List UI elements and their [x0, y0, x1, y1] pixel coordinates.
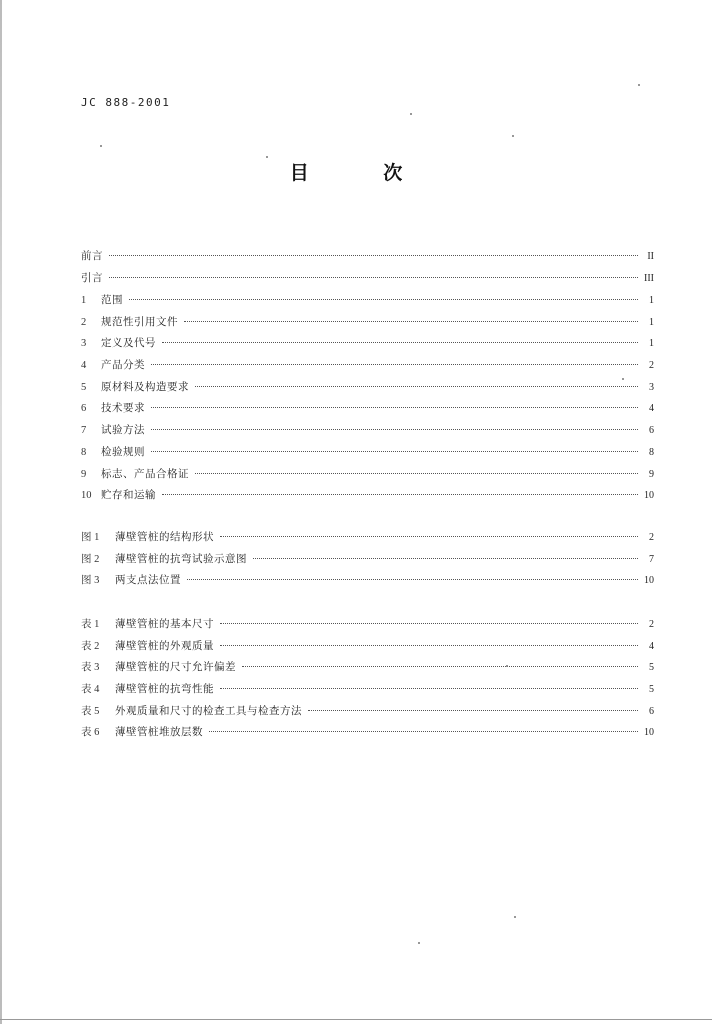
toc-entry[interactable]: [81, 527, 654, 549]
toc-entry-number: 5: [81, 381, 87, 393]
toc-entry-page: 1: [649, 295, 654, 306]
scan-speck: [418, 942, 420, 944]
toc-entry[interactable]: [81, 549, 654, 571]
leader-dots: [129, 299, 638, 300]
toc-entry[interactable]: [81, 722, 654, 744]
toc-entry-number: 4: [81, 360, 87, 372]
scan-speck: [512, 135, 514, 137]
page-title: 目 次: [289, 162, 437, 184]
toc-entry-page: 6: [649, 705, 654, 717]
leader-dots: [184, 321, 638, 322]
leader-dots: [109, 277, 638, 278]
toc-entry-label: 范围: [101, 294, 123, 306]
toc-entry[interactable]: [81, 333, 654, 355]
leader-dots: [209, 731, 638, 732]
toc-chapters: [81, 290, 654, 507]
leader-dots: [151, 429, 638, 430]
toc-entry-page: 1: [649, 338, 654, 350]
scan-edge: [0, 0, 2, 1024]
scan-speck: [266, 156, 268, 158]
toc-entry[interactable]: [81, 701, 654, 723]
toc-entry-label: 薄壁管桩的尺寸允许偏差: [115, 661, 236, 674]
toc-entry[interactable]: [81, 679, 654, 701]
toc-entry-label: 薄壁管桩的抗弯试验示意图: [115, 552, 247, 565]
toc-entry-page: 1: [649, 316, 654, 328]
scan-speck: [638, 84, 640, 86]
toc-entry-number: 表 1: [81, 619, 100, 630]
toc-entry-label: 贮存和运输: [101, 489, 156, 502]
toc-figures: [81, 527, 654, 592]
toc-entry-label: 薄壁管桩的抗弯性能: [115, 683, 214, 696]
toc-entry-page: 5: [649, 662, 654, 674]
toc-entry-label: 薄壁管桩的基本尺寸: [115, 618, 214, 630]
leader-dots: [195, 386, 638, 387]
toc-entry-number: 图 3: [81, 575, 100, 587]
standard-code: JC 888-2001: [81, 96, 171, 109]
toc-entry-page: 7: [649, 553, 654, 565]
toc-entry[interactable]: [81, 398, 654, 420]
scan-speck: [514, 916, 516, 918]
toc-entry-page: II: [647, 251, 654, 262]
toc-entry-label: 试验方法: [101, 424, 145, 437]
toc-entry-page: III: [644, 272, 654, 284]
toc-entry-label: 技术要求: [101, 402, 145, 415]
toc-entry-number: 2: [81, 316, 87, 328]
leader-dots: [220, 623, 638, 624]
scan-bottom-edge: [0, 1019, 712, 1020]
toc-entry-label: 标志、产品合格证: [101, 467, 189, 480]
toc-entry-page: 6: [649, 425, 654, 437]
leader-dots: [220, 645, 638, 646]
toc-entry-page: 5: [649, 684, 654, 696]
leader-dots: [220, 536, 638, 537]
toc-entry-number: 表 3: [81, 662, 100, 674]
leader-dots: [151, 407, 638, 408]
scan-speck: [506, 665, 508, 667]
toc-entry-number: 8: [81, 446, 87, 458]
toc-entry[interactable]: [81, 485, 654, 507]
toc-entry-number: 表 4: [81, 684, 100, 696]
toc-entry-page: 10: [644, 727, 654, 739]
leader-dots: [220, 688, 638, 689]
toc-entry-number: 表 6: [81, 727, 100, 739]
toc-entry-number: 6: [81, 403, 87, 415]
toc-entry-label: 产品分类: [101, 359, 145, 372]
toc-entry[interactable]: [81, 464, 654, 486]
leader-dots: [109, 255, 638, 256]
toc-entry-number: 3: [81, 338, 87, 350]
toc-entry-label: 定义及代号: [101, 337, 156, 350]
toc-entry-number: 表 2: [81, 640, 100, 652]
toc-entry-page: 10: [644, 575, 654, 587]
toc-entry[interactable]: [81, 636, 654, 658]
toc-entry-label: 前言: [81, 250, 103, 262]
toc-entry-label: 原材料及构造要求: [101, 380, 189, 393]
scan-speck: [100, 145, 102, 147]
toc-entry-page: 10: [644, 490, 654, 502]
toc-entry-page: 9: [649, 468, 654, 480]
leader-dots: [151, 451, 638, 452]
toc-entry[interactable]: [81, 268, 654, 290]
toc-entry-page: 3: [649, 381, 654, 393]
toc-entry-page: 4: [649, 640, 654, 652]
toc-entry-label: 引言: [81, 271, 103, 284]
toc-entry-number: 9: [81, 468, 87, 480]
leader-dots: [253, 558, 638, 559]
toc-entry-label: 两支点法位置: [115, 574, 181, 587]
toc-entry-label: 检验规则: [101, 445, 145, 458]
toc-entry-number: 7: [81, 425, 87, 437]
scan-speck: [410, 113, 412, 115]
leader-dots: [162, 342, 638, 343]
toc-entry-number: 10: [81, 490, 92, 502]
toc-entry[interactable]: [81, 312, 654, 334]
toc-entry[interactable]: [81, 614, 654, 636]
leader-dots: [242, 666, 638, 667]
leader-dots: [195, 473, 638, 474]
scan-speck: [622, 378, 624, 380]
toc-front-matter: [81, 246, 654, 289]
toc-entry-page: 2: [649, 532, 654, 543]
toc-entry-page: 8: [649, 446, 654, 458]
toc-entry[interactable]: [81, 290, 654, 312]
toc-entry-label: 规范性引用文件: [101, 315, 178, 328]
toc-entry-number: 图 1: [81, 532, 100, 543]
toc-entry-label: 薄壁管桩堆放层数: [115, 726, 203, 739]
leader-dots: [162, 494, 638, 495]
toc-entry[interactable]: [81, 570, 654, 592]
toc-entry[interactable]: [81, 246, 654, 268]
toc-entry-page: 4: [649, 403, 654, 415]
toc-entry[interactable]: [81, 377, 654, 399]
toc-tables: [81, 614, 654, 744]
toc-entry[interactable]: [81, 442, 654, 464]
toc-entry[interactable]: [81, 355, 654, 377]
toc-entry[interactable]: [81, 420, 654, 442]
toc-entry-number: 1: [81, 295, 87, 306]
leader-dots: [187, 579, 638, 580]
toc-entry-label: 薄壁管桩的结构形状: [115, 531, 214, 543]
toc-entry-label: 薄壁管桩的外观质量: [115, 639, 214, 652]
toc-entry-label: 外观质量和尺寸的检查工具与检查方法: [115, 704, 302, 717]
toc-entry-page: 2: [649, 360, 654, 372]
leader-dots: [308, 710, 638, 711]
toc-entry[interactable]: [81, 657, 654, 679]
toc-entry-number: 图 2: [81, 553, 100, 565]
toc-entry-number: 表 5: [81, 705, 100, 717]
toc-entry-page: 2: [649, 619, 654, 630]
leader-dots: [151, 364, 638, 365]
